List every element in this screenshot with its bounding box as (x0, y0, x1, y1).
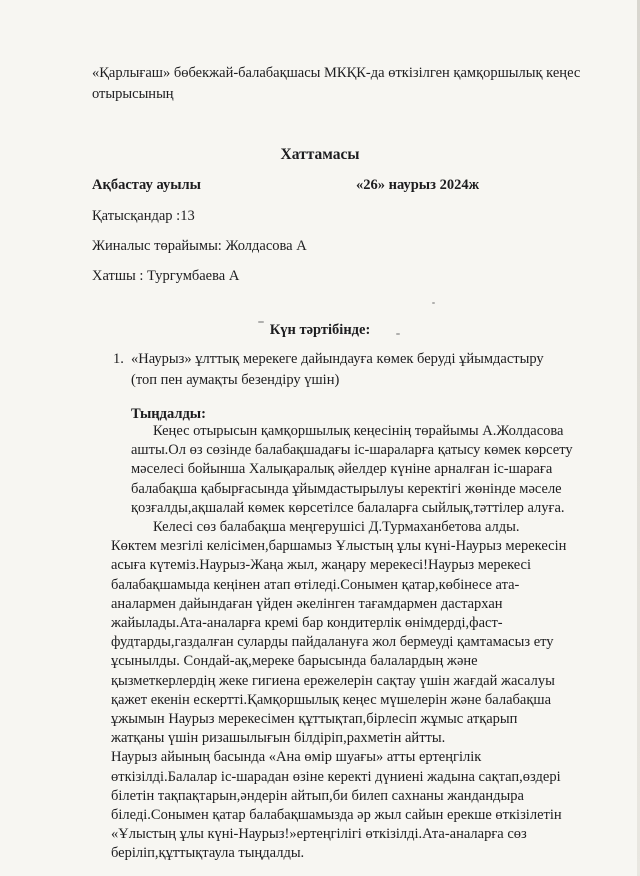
participants-count: Қатысқандар :13 (92, 208, 195, 224)
document-date: «26» наурыз 2024ж (356, 177, 480, 193)
paragraph-chair-speech (131, 422, 573, 518)
text-line: Кеңес отырысын қамқоршылық кеңесінің төрайымы А.Жолдасова (153, 423, 564, 439)
text-line: жатқаны үшін ризашылығын білдіріп,рахметін айтты. (111, 730, 446, 747)
text-line: білетін тақпақтарын,әндерін айтып,би билеп сахнаны жандандыра (111, 787, 524, 804)
listened-title: Тыңдалды: (131, 406, 206, 422)
agenda-item-number: 1. (113, 351, 124, 367)
document-title: Хаттамасы (280, 146, 360, 163)
text-line: ұжымын Наурыз мерекесімен құттықтап,бірлесіп жұмыс атқарып (111, 711, 518, 728)
agenda-title: Күн тәртібінде: (269, 322, 371, 338)
text-line: аналармен дайындаған үйден әкелінген тағамдармен дастархан (111, 595, 503, 612)
scan-speck (396, 333, 400, 335)
heading-line-1: «Қарлығаш» бөбекжай-балабақшасы МКҚК-да өткізілген қамқоршылық кеңес (92, 65, 581, 81)
agenda-item-line-1: «Наурыз» ұлттық мерекеге дайындауға көмек беруді ұйымдастыру (131, 351, 544, 367)
text-line: қажет екенін ескертті.Қамқоршылық кеңес мүшелерін және балабақша (111, 691, 551, 708)
paragraph-head-speech (111, 518, 567, 864)
text-line: ашты.Ол өз сөзінде балабақшадағы іс-шараларға қатысу көмек көрсету (131, 442, 573, 459)
meeting-secretary: Хатшы : Тургумбаева А (92, 268, 240, 284)
text-line: қызметкерлердің жеке гигиена ережелерін сақтау үшін жағдай жасалуы (111, 672, 555, 689)
text-line: өткізілді.Балалар іс-шарадан өзіне керекті дүниені жадына сақтап,өздері (111, 768, 561, 785)
text-line: біледі.Сонымен қатар балабақшамызда әр жыл сайын ерекше өткізілетін (111, 807, 562, 824)
agenda-item-line-2: (топ пен аумақты безендіру үшін) (131, 372, 340, 388)
text-line: беріліп,құттықтаула тыңдалды. (111, 845, 305, 862)
text-line: Наурыз айының басында «Ана өмір шуағы» атты ертеңгілік (111, 749, 482, 766)
scan-speck (258, 321, 264, 323)
text-line: Келесі сөз балабақша меңгерушісі Д.Турмаханбетова алды. (153, 519, 520, 535)
text-line: қозғалды,ақшалай көмек көрсетілсе балаларға сыйлық,тәттілер алуға. (131, 499, 565, 516)
scan-speck (432, 302, 435, 304)
heading-line-2: отырысының (92, 86, 174, 102)
text-line: асыға күтеміз.Наурыз-Жаңа жыл, жаңару мерекесі!Наурыз мерекесі (111, 557, 532, 574)
place-name: Ақбастау ауылы (92, 177, 201, 193)
text-line: Көктем мезгілі келісімен,баршамыз Ұлыстың ұлы күні-Наурыз мерекесін (111, 538, 567, 555)
text-line: балабақша қабырғасында ұйымдастырылуы керектігі жөнінде мәселе (131, 480, 562, 497)
text-line: жайылады.Ата-аналарға кремі бар кондитерлік өнімдерді,фаст- (111, 615, 503, 632)
text-line: ұсынылды. Сондай-ақ,мереке барысында балалардың және (111, 653, 478, 670)
text-line: балабақшамыда кеңінен атап өтіледі.Сонымен қатар,көбінесе ата- (111, 576, 520, 593)
text-line: фудтарды,газдалған суларды пайдалануға жол бермеуді қамтамасыз ету (111, 634, 554, 651)
text-line: «Ұлыстың ұлы күні-Наурыз!»ертеңгілігі өткізілді.Ата-аналарға сөз (111, 826, 527, 843)
text-line: мәселесі бойынша Халықаралық әйелдер күніне арналған іс-шараға (131, 461, 553, 478)
meeting-chair: Жиналыс төрайымы: Жолдасова А (92, 238, 307, 254)
